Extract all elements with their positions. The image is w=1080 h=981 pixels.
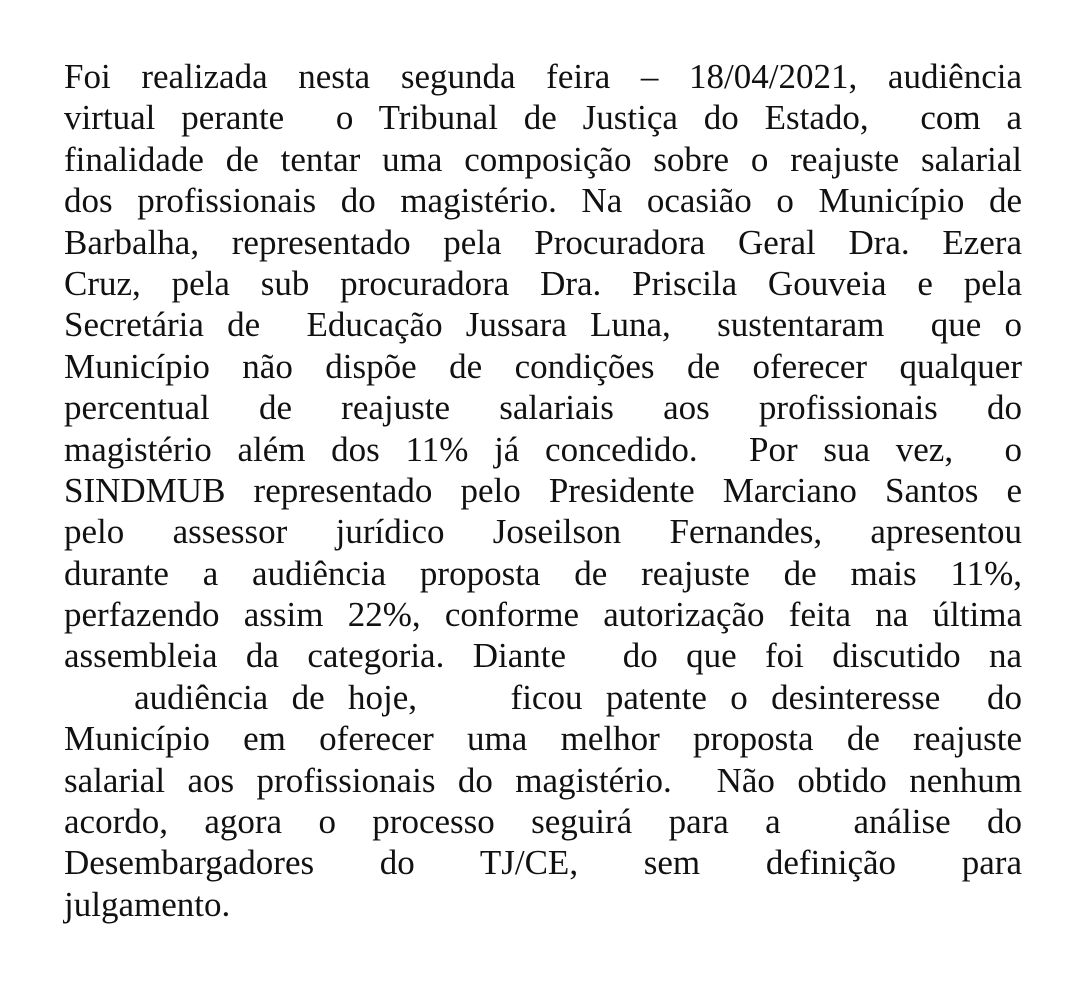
paragraph-line: julgamento.: [64, 884, 231, 924]
news-paragraph: [64, 56, 1022, 925]
paragraph-line: acordo, agora o processo seguirá para a análise do: [64, 802, 1022, 842]
paragraph-line: magistério além dos 11% já concedido. Por sua vez, o: [64, 429, 1022, 469]
paragraph-line: durante a audiência proposta de reajuste de mais 11%,: [64, 553, 1022, 593]
paragraph-line: salarial aos profissionais do magistério. Não obtido nenhum: [64, 760, 1022, 800]
paragraph-line: Cruz, pela sub procuradora Dra. Priscila Gouveia e pela: [64, 263, 1022, 303]
paragraph-line: dos profissionais do magistério. Na ocasião o Município de: [64, 181, 1022, 221]
paragraph-line: SINDMUB representado pelo Presidente Marciano Santos e: [64, 470, 1022, 510]
paragraph-line: Barbalha, representado pela Procuradora Geral Dra. Ezera: [64, 222, 1022, 262]
paragraph-line: audiência de hoje, ficou patente o desinteresse do: [64, 677, 1022, 717]
paragraph-line: percentual de reajuste salariais aos profissionais do: [64, 388, 1022, 428]
paragraph-line: Foi realizada nesta segunda feira – 18/04/2021, audiência: [64, 57, 1022, 96]
paragraph-line: virtual perante o Tribunal de Justiça do Estado, com a: [64, 98, 1022, 138]
paragraph-line: assembleia da categoria. Diante do que foi discutido na: [64, 636, 1022, 676]
paragraph-line: pelo assessor jurídico Joseilson Fernandes, apresentou: [64, 512, 1022, 552]
paragraph-line: Município não dispõe de condições de oferecer qualquer: [64, 346, 1022, 386]
paragraph-line: finalidade de tentar uma composição sobre o reajuste salarial: [64, 139, 1022, 179]
paragraph-line: Município em oferecer uma melhor proposta de reajuste: [64, 719, 1022, 759]
paragraph-line: perfazendo assim 22%, conforme autorização feita na última: [64, 595, 1022, 635]
paragraph-line: Desembargadores do TJ/CE, sem definição para: [64, 843, 1022, 883]
paragraph-line: Secretária de Educação Jussara Luna, sustentaram que o: [64, 305, 1022, 345]
